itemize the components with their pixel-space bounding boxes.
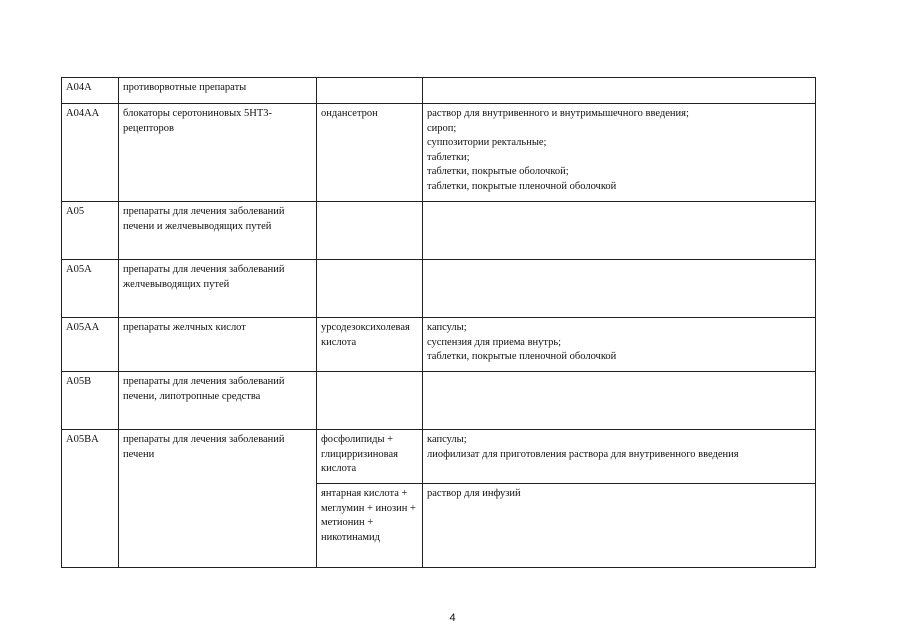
substance-cell: янтарная кислота + меглумин + инозин + метионин + никотинамид (317, 484, 423, 568)
dosage-form-line: суспензия для приема внутрь; (427, 336, 562, 348)
atc-code-cell: A05BA (62, 430, 119, 568)
group-name-cell: препараты для лечения заболеваний желчевыводящих путей (119, 260, 317, 318)
dosage-form-line: таблетки, покрытые пленочной оболочкой (427, 351, 617, 362)
group-name-cell: блокаторы серотониновых 5HT3-рецепторов (119, 104, 317, 202)
dosage-form-line: раствор для внутривенного и внутримышечного введения; (427, 108, 689, 119)
group-name-cell: препараты для лечения заболеваний печени (119, 430, 317, 568)
dosage-forms-cell (423, 318, 816, 372)
group-name-cell: препараты желчных кислот (119, 318, 317, 372)
group-name-cell: противорвотные препараты (119, 78, 317, 104)
page-number: 4 (449, 612, 456, 624)
atc-code-cell: A05A (62, 260, 119, 318)
table-row (62, 78, 816, 104)
table-row (62, 430, 816, 484)
drug-classification-table (61, 77, 816, 568)
dosage-form-line: таблетки; (427, 151, 470, 163)
atc-code-cell: A05B (62, 372, 119, 430)
table-row (62, 104, 816, 202)
dosage-form-line: капсулы; (427, 322, 467, 333)
dosage-forms-cell (423, 78, 816, 104)
group-name-cell: препараты для лечения заболеваний печени и желчевыводящих путей (119, 202, 317, 260)
table-row (62, 372, 816, 430)
atc-code-cell: A04A (62, 78, 119, 104)
substance-cell (317, 260, 423, 318)
dosage-forms-cell (423, 484, 816, 568)
atc-code-cell: A05 (62, 202, 119, 260)
substance-cell: урсодезоксихолевая кислота (317, 318, 423, 372)
atc-code-cell: A04AA (62, 104, 119, 202)
dosage-form-line: лиофилизат для приготовления раствора для внутривенного введения (427, 448, 739, 460)
group-name-cell: препараты для лечения заболеваний печени, липотропные средства (119, 372, 317, 430)
dosage-form-line: раствор для инфузий (427, 488, 521, 499)
dosage-form-line: таблетки, покрытые оболочкой; (427, 166, 569, 177)
dosage-forms-cell (423, 202, 816, 260)
table-row (62, 318, 816, 372)
substance-cell: фосфолипиды + глицирризиновая кислота (317, 430, 423, 484)
dosage-form-line: капсулы; (427, 434, 467, 445)
dosage-form-line: суппозитории ректальные; (427, 137, 547, 148)
substance-cell (317, 372, 423, 430)
table-row (62, 260, 816, 318)
dosage-form-line: сироп; (427, 122, 457, 134)
table-row (62, 202, 816, 260)
dosage-forms-cell (423, 372, 816, 430)
dosage-forms-cell (423, 104, 816, 202)
dosage-forms-cell (423, 260, 816, 318)
dosage-forms-cell (423, 430, 816, 484)
substance-cell (317, 202, 423, 260)
dosage-form-line: таблетки, покрытые пленочной оболочкой (427, 180, 617, 192)
substance-cell: ондансетрон (317, 104, 423, 202)
substance-cell (317, 78, 423, 104)
atc-code-cell: A05AA (62, 318, 119, 372)
